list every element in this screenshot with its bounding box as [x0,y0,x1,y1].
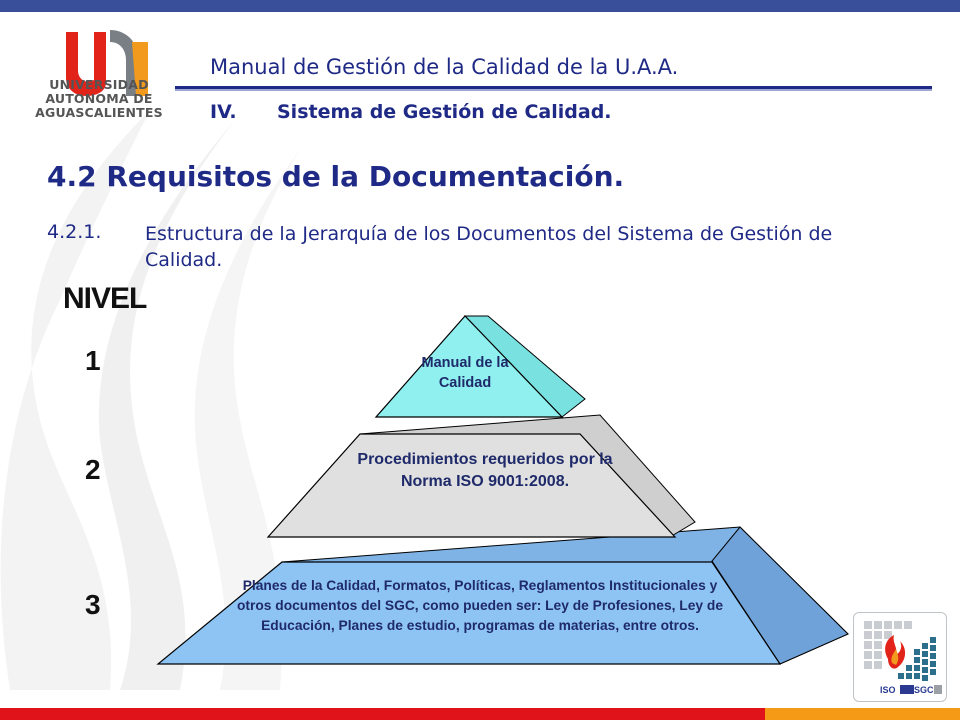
level-heading: NIVEL [63,282,147,315]
level-2-label: Procedimientos requeridos por la Norma ISO 9001:2008. [357,451,613,490]
level-1-label: Manual de la Calidad [421,355,509,391]
iso-sgc-logo-icon [854,613,946,701]
university-name: UNIVERSIDAD AUTONOMA DE AGUASCALIENTES [35,77,163,120]
level-3-label: Planes de la Calidad, Formatos, Políticas, Reglamentos Institucionales y otros documentos del SGC, como pueden ser: Ley de Profesiones, Ley de Educación, Planes de estudio, programas de materias, entre otros. [236,578,724,633]
iso-label: ISO [880,685,896,695]
section-name: Sistema de Gestión de Calidad. [277,101,612,123]
bottom-decorative-bar [0,708,960,720]
level-number-3: 3 [85,589,101,620]
manual-title: Manual de Gestión de la Calidad de la U.A.A. [210,55,679,79]
subsection-text: Estructura de la Jerarquía de los Documentos del Sistema de Gestión de Calidad. [145,223,833,271]
iso-sgc-badge [853,612,947,702]
level-number-2: 2 [85,454,101,485]
bottom-bar-red [0,708,765,720]
section-number: IV. [210,101,237,123]
sgc-label: SGC [914,685,934,695]
level-number-1: 1 [85,345,101,376]
subsection-number: 4.2.1. [47,221,102,243]
page-title: 4.2 Requisitos de la Documentación. [47,160,625,193]
bottom-bar-orange [765,708,960,720]
